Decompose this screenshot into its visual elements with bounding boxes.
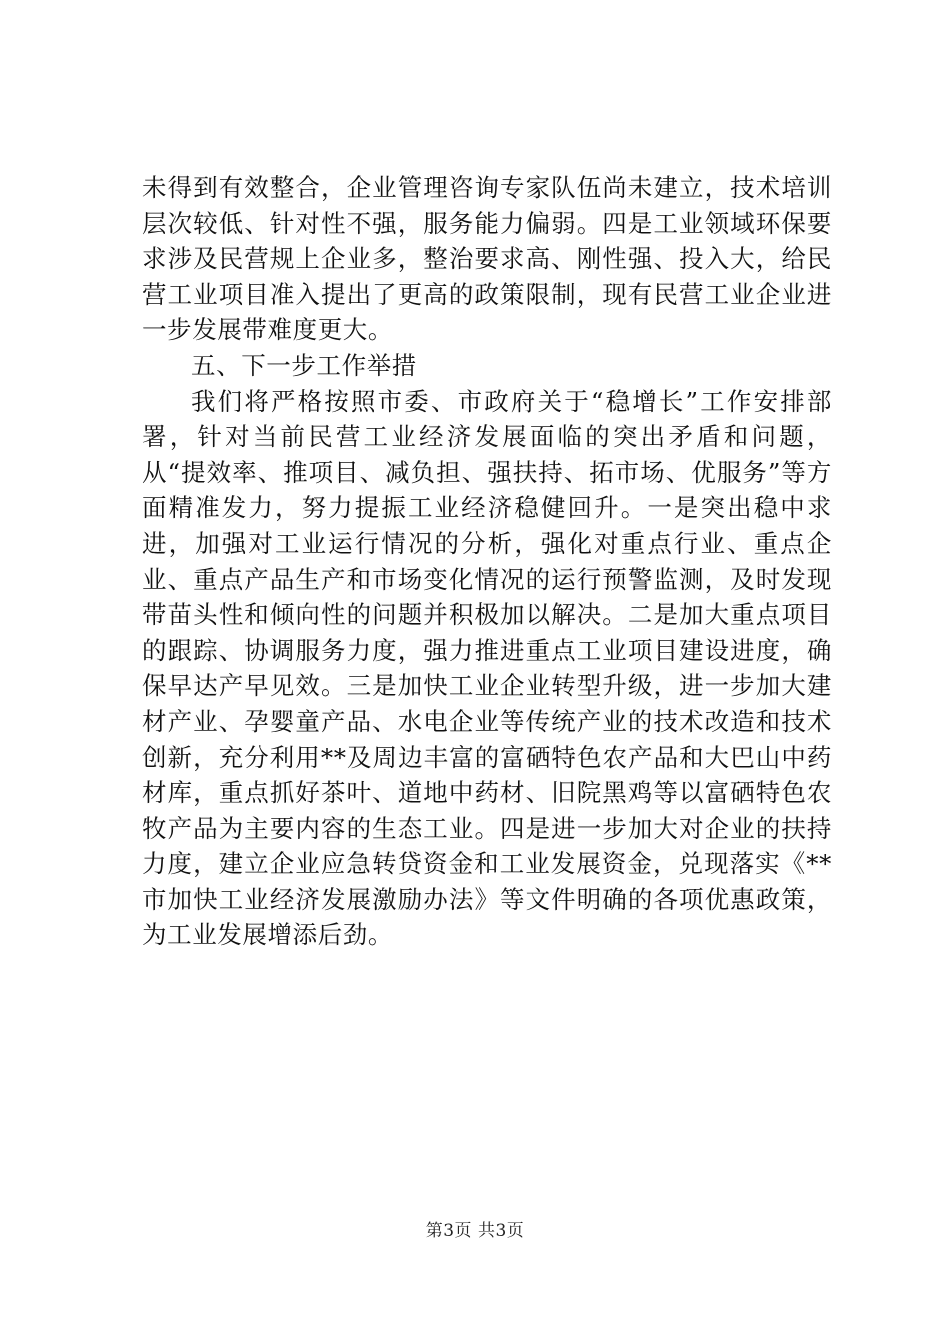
paragraph-next-steps: 我们将严格按照市委、市政府关于“稳增长”工作安排部署，针对当前民营工业经济发展面临的突出矛盾和问题，从“提效率、推项目、减负担、强扶持、拓市场、优服务”等方面精准发力，努力提振工业经济稳健回升。一是突出稳中求进，加强对工业运行情况的分析，强化对重点行业、重点企业、重点产品生产和市场变化情况的运行预警监测，及时发现带苗头性和倾向性的问题并积极加以解决。二是加大重点项目的跟踪、协调服务力度，强力推进重点工业项目建设进度，确保早达产早见效。三是加快工业企业转型升级，进一步加大建材产业、孕婴童产品、水电企业等传统产业的技术改造和技术创新，充分利用**及周边丰富的富硒特色农产品和大巴山中药材库，重点抓好茶叶、道地中药材、旧院黑鸡等以富硒特色农牧产品为主要内容的生态工业。四是进一步加大对企业的扶持力度，建立企业应急转贷资金和工业发展资金，兑现落实《**市加快工业经济发展激励办法》等文件明确的各项优惠政策，为工业发展增添后劲。 xyxy=(142,386,832,950)
section-heading: 五、下一步工作举措 xyxy=(191,350,417,380)
paragraph-continuation: 未得到有效整合，企业管理咨询专家队伍尚未建立，技术培训层次较低、针对性不强，服务能力偏弱。四是工业领域环保要求涉及民营规上企业多，整治要求高、刚性强、投入大，给民营工业项目准入提出了更高的政策限制，现有民营工业企业进一步发展带难度更大。 xyxy=(142,173,832,345)
document-body xyxy=(142,170,832,953)
page-footer: 第3页 共3页 xyxy=(425,1221,525,1241)
